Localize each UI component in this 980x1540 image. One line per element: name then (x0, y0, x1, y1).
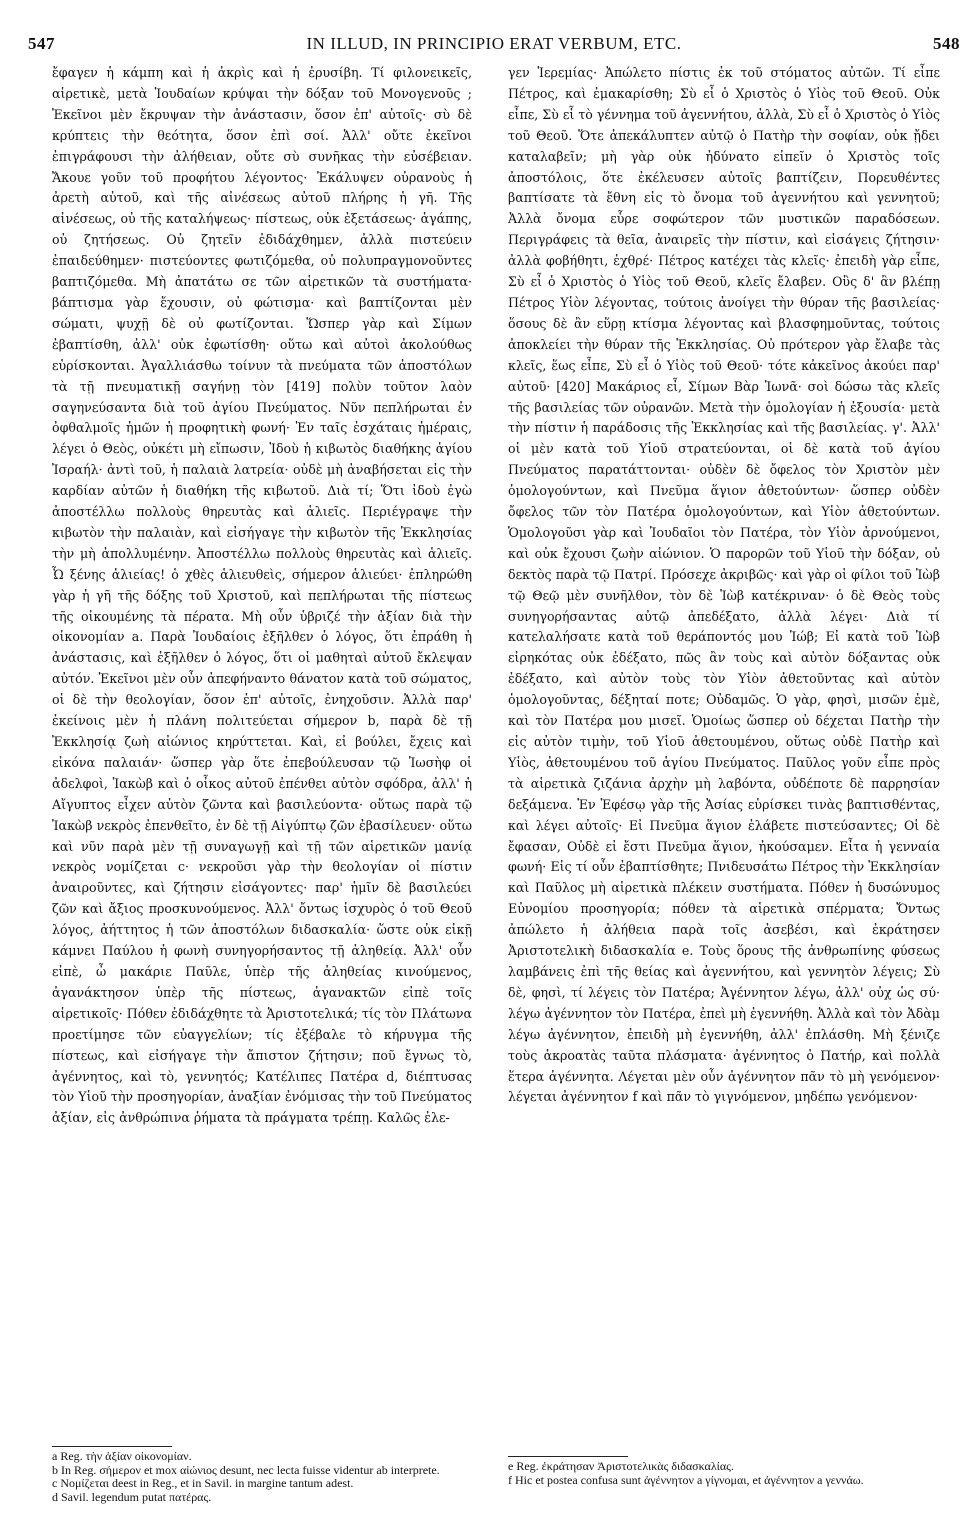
footnote-a: a Reg. τὴν ἀξίαν οἰκονομίαν. (52, 1449, 192, 1463)
running-header (28, 34, 960, 56)
page-number-right: 548 (933, 34, 960, 53)
right-column (508, 63, 940, 1108)
footnote-c: c Νομίζεται deest in Reg., et in Savil. in margine tantum adest. (52, 1476, 354, 1491)
footnote-f: f Hic et postea confusa sunt ἀγέννητον a γίγνομαι, et ἀγέννητον a γεννάω. (508, 1472, 864, 1487)
footnote-rule-left (52, 1446, 172, 1447)
footnotes-right (508, 1460, 940, 1487)
footnotes-left (52, 1450, 472, 1504)
left-column-text: ἔφαγεν ἡ κάμπη καὶ ἡ ἀκρὶς καὶ ἡ ἐρυσίβη. Τί φιλονεικεῖς, αἱρετικὲ, μετὰ Ἰουδαίων κρύψαι τὴν δόξαν τοῦ Μονογενοῦς ; Ἐκεῖνοι μὲν ἔκρυψαν τὴν ἀνάστασιν, ὅσον ἐπ' αὐτοῖς· σὺ δὲ κρύπτεις τὴν θεότητα, ὅσον ἐπὶ σοί. Ἀλλ' οὔτε ἐκεῖνοι ἐπιγράφουσι τὴν ἀλήθειαν, οὔτε σὺ συνῆκας τὴν εὐσέβειαν. Ἄκουε γοῦν τοῦ προφήτου λέγοντος· Ἐκάλυψεν οὐρανοὺς ἡ ἀρετὴ αὐτοῦ, καὶ τῆς αἰνέσεως αὐτοῦ πλήρης ἡ γῆ. Τῆς αἰνέσεως, οὐ τῆς καταλήψεως· πίστεως, οὐκ ἐξετάσεως· ἀγάπης, οὐ ζητήσεως. Οὐ ζητεῖν ἐδιδάχθημεν, ἀλλὰ πιστεύειν ἐπαιδεύθημεν· πιστεύοντες φωτιζόμεθα, οὐ πολυπραγμονοῦντες βαπτιζόμεθα. Μὴ ἀπατάτω σε τῶν αἱρετικῶν τὰ συστήματα· βάπτισμα γὰρ ἔχουσιν, οὐ φώτισμα· καὶ βαπτίζονται μὲν σώματι, ψυχῇ δὲ οὐ φωτίζονται. Ὥσπερ γὰρ καὶ Σίμων ἐβαπτίσθη, ἀλλ' οὐκ ἐφωτίσθη· οὕτω καὶ αὐτοὶ ἀκολούθως εὑρίσκονται. Ἀγαλλιάσθω τοίνυν τὰ πνεύματα τῶν ἀποστόλων τὰ τῇ πνευματικῇ σαγήνῃ τὸν [419] πολὺν τοῦτον λαὸν σαγηνεύσαντα διὰ τοῦ ἁγίου Πνεύματος. Νῦν πεπλήρωται ἐν ὀφθαλμοῖς ἡμῶν ἡ προφητικὴ φωνή· Ἐν ταῖς ἐσχάταις ἡμέραις, λέγει ὁ Θεὸς, οὐκέτι μὴ εἴπωσιν, Ἰδοὺ ἡ κιβωτὸς διαθήκης ἁγίου Ἰσραήλ· ἀντὶ τοῦ, ἡ παλαιὰ λατρεία· οὐδὲ μὴ ἀναβήσεται εἰς τὴν καρδίαν αὐτῶν ἡ διαθήκη τῆς κιβωτοῦ. Διὰ τί; Ὅτι ἰδοὺ ἐγὼ ἀποστέλλω πολλοὺς θηρευτὰς καὶ ἁλιεῖς. Περιέγραψε τὴν κιβωτὸν τὴν παλαιὰν, καὶ εἰσήγαγε τὴν κιβωτὸν τῆς Ἐκκλησίας τὴν μὴ ἀπολλυμένην. Ἀποστέλλω πολλοὺς θηρευτὰς καὶ ἁλιεῖς. Ὦ ξένης ἁλιείας! ὁ χθὲς ἁλιευθεὶς, σήμερον ἁλιεύει· ἐπληρώθη γὰρ ἡ γῆ τῆς δόξης τοῦ Χριστοῦ, καὶ πεπλήρωται τῆς πίστεως τῆς οἰκουμένης τὰ πέρατα. Μὴ οὖν ὑβριζέ τὴν ἀξίαν διὰ τὴν οἰκονομίαν a. Παρὰ Ἰουδαίοις ἐξῆλθεν ὁ λόγος, ὅτι ἐπράθη ἡ ἀνάστασις, καὶ ἐξῆλθεν ὁ λόγος, ὅτι οἱ μαθηταὶ αὐτοῦ ἔκλεψαν αὐτόν. Ἐκεῖνοι μὲν οὖν ἀπεφήναντο θάνατον κατὰ τοῦ σώματος, οἱ δὲ τὴν θεολογίαν, ὅσον ἐπ' αὐτοῖς, ἐνηχοῦσιν. Ἀλλὰ παρ' ἐκείνοις μὲν ἡ πλάνη πολιτεύεται σήμερον b, παρὰ δὲ τῇ Ἐκκλησίᾳ ζωὴ αἰώνιος κηρύττεται. Καὶ, εἰ βούλει, ἔχεις καὶ εἰκόνα παλαιάν· ὥσπερ γὰρ ὅτε ἐπεβούλευσαν τῷ Ἰωσὴφ οἱ ἀδελφοὶ, Ἰακὼβ καὶ ὁ οἶκος αὐτοῦ ἐπένθει αὐτὸν σφόδρα, ἀλλ' ἡ Αἴγυπτος εἶχεν αὐτὸν ζῶντα καὶ βασιλεύοντα· οὕτως παρὰ τῷ Ἰακὼβ νεκρὸς ἐπενθεῖτο, ἐν δὲ τῇ Αἰγύπτῳ ζῶν ἐβασίλευεν· οὕτω καὶ νῦν παρὰ μὲν τῇ συναγωγῇ καὶ τῇ τῶν αἱρετικῶν μανίᾳ νεκρὸς νομίζεται c· νεκροῦσι γὰρ τὴν θεολογίαν οἱ πίστιν ἀναιροῦντες, καὶ ζήτησιν εἰσάγοντες· παρ' ἡμῖν δὲ βασιλεύει ζῶν καὶ ἄξιος προσκυνούμενος. Ἀλλ' ὄντως ἰσχυρὸς ὁ τοῦ Θεοῦ λόγος, ἀήττητος ἡ τῶν ἀποστόλων διδασκαλία· ὥστε οὐκ εἰκῇ κάμνει Παύλου ἡ φωνὴ συνηγορήσαντος τῇ ἀληθείᾳ. Ἀλλ' οὖν εἰπὲ, ὦ μακάριε Παῦλε, ὑπὲρ τῆς ἀληθείας κινούμενος, ἀγανάκτησον ὑπὲρ τῆς πίστεως, ἀγανακτῶν εἰπὲ τοῖς αἱρετικοῖς· Πόθεν ἐδιδάχθητε τὰ Ἀριστοτελικά; τίς τὸν Πλάτωνα προετίμησε τῶν εὐαγγελίων; τίς ἐξέβαλε τὸ κήρυγμα τῆς πίστεως, καὶ εἰσήγαγε τὴν ἄπιστον ζήτησιν; ποῦ ἔγνως τὸ, ἀγέννητος, καὶ τὸ, γεννητός; Κατέλιπες Πατέρα d, διέπτυσας τὸν Υἱοῦ τὴν προσηγορίαν, ἀναξίαν ἐνόμισας τὴν τοῦ Πνεύματος ἀξίαν, εἰς ἀνθρώπινα ῥήματα τὰ πράγματα τρέπῃ. Καλῶς ἐλε- (52, 65, 472, 1126)
footnote-rule-right (508, 1456, 628, 1457)
footnote-e: e Reg. ἐκράτησαν Ἀριστοτελικὰς διδασκαλίας. (508, 1459, 734, 1473)
left-column (52, 63, 472, 1129)
right-column-text: γεν Ἱερεμίας· Ἀπώλετο πίστις ἐκ τοῦ στόματος αὐτῶν. Τί εἶπε Πέτρος, καὶ ἐμακαρίσθη; Σὺ εἶ ὁ Χριστὸς ὁ Υἱὸς τοῦ Θεοῦ. Οὐκ εἶπε, Σὺ εἶ τὸ γέννημα τοῦ ἀγεννήτου, ἀλλὰ, Σὺ εἶ ὁ Χριστὸς ὁ Υἱὸς τοῦ Θεοῦ. Ὅτε ἀπεκάλυπτεν αὐτῷ ὁ Πατὴρ τὴν σοφίαν, οὐκ ᾔδει καταλαβεῖν; μὴ γὰρ οὐκ ἠδύνατο εἰπεῖν ὁ Χριστὸς τοῖς ἀποστόλοις, ὅτε ἐκέλευσεν αὐτοῖς βαπτίζειν, Πορευθέντες βαπτίσατε τὰ ἔθνη εἰς τὸ ὄνομα τοῦ ἀγεννήτου καὶ γεννητοῦ; Ἀλλὰ ὄνομα εὗρε σοφώτερον τῶν μυστικῶν παραδόσεων. Περιγράφεις τὰ θεῖα, ἀναιρεῖς τὴν πίστιν, καὶ εἰσάγεις ζήτησιν· ἀλλὰ φοβήθητι, ἐχθρέ· Πέτρος κατέχει τὰς κλεῖς· ἐπειδὴ γὰρ εἶπε, Σὺ εἶ ὁ Χριστὸς ὁ Υἱὸς τοῦ Θεοῦ, κλεῖς ἔλαβεν. Οὓς δ' ἂν βλέπῃ Πέτρος Υἱὸν λέγοντας, τούτοις ἀνοίγει τὴν θύραν τῆς βασιλείας· ὅσους δὲ ἂν εὕρῃ κτίσμα λέγοντας καὶ βλασφημοῦντας, τούτοις ἀποκλείει τὴν θύραν τῆς Ἐκκλησίας. Οὐ πρότερον γὰρ ἔλαβε τὰς κλεῖς, ἕως εἶπε, Σὺ εἶ ὁ Υἱὸς τοῦ Θεοῦ· τότε κἀκεῖνος ἀκούει παρ' αὐτοῦ· [420] Μακάριος εἶ, Σίμων Βὰρ Ἰωνᾶ· σοὶ δώσω τὰς κλεῖς τῆς βασιλείας τῶν οὐρανῶν. Μετὰ τὴν ὁμολογίαν ἡ ἐξουσία· μετὰ τὴν πίστιν ἡ παράδοσις τῆς Ἐκκλησίας καὶ τῆς βασιλείας. γ'. Ἀλλ' οἱ μὲν κατὰ τοῦ Υἱοῦ στρατεύονται, οἱ δὲ κατὰ τοῦ ἁγίου Πνεύματος παρατάττονται· οὐδὲν δὲ ὄφελος τὸν Χριστὸν μὲν ὁμολογούντων, καὶ Πνεῦμα ἅγιον ἀθετούντων· ὥσπερ οὐδὲν ὄφελος τῶν τὸν Πατέρα ὁμολογούντων, καὶ Υἱὸν ἀθετούντων. Ὁμολογοῦσι γὰρ καὶ Ἰουδαῖοι τὸν Πατέρα, τὸν Υἱὸν ἀρνούμενοι, καὶ οὐκ ἔχουσι ζωὴν αἰώνιον. Ὁ παρορῶν τοῦ Υἱοῦ τὴν δόξαν, οὐ δεκτὸς παρὰ τῷ Πατρί. Πρόσεχε ἀκριβῶς· καὶ γὰρ οἱ φίλοι τοῦ Ἰὼβ τῷ Θεῷ μὲν συνῆλθον, τὸν δὲ Ἰὼβ κατέκριναν· ὁ δὲ Θεὸς τοὺς συνηγορήσαντας αὐτῷ ἀπεδέξατο, ἀλλὰ λέγει· Διὰ τί κατελαλήσατε κατὰ τοῦ θεράποντός μου Ἰώβ; Εἰ κατὰ τοῦ Ἰὼβ εἰρηκότας οὐκ ἐδέξατο, πῶς ἂν τοὺς καὶ αὐτὸν δόξαντας οὐκ ἐδέξατο, καὶ αὐτὸν τοὺς τὸν Υἱὸν ἀθετοῦντας καὶ αὐτὸν ὁμολογοῦντας, δέξηταί ποτε; Οὐδαμῶς. Ὁ γὰρ, φησὶ, μισῶν ἐμὲ, καὶ τὸν Πατέρα μου μισεῖ. Ὁμοίως ὥσπερ οὐ δέχεται Πατὴρ τὴν εἰς αὐτὸν τιμὴν, τοῦ Υἱοῦ ἀθετουμένου, οὕτως οὐδὲ Πατὴρ καὶ Υἱὸς, ἀθετουμένου τοῦ ἁγίου Πνεύματος. Παῦλος γοῦν εἶπε πρὸς τὰ αἱρετικὰ ζιζάνια ἀρχὴν μὴ λαβόντα, οὐδέποτε δὲ παρρησίαν δεξάμενα. Ἐν Ἐφέσῳ γὰρ τῆς Ἀσίας εὑρίσκει τινὰς βαπτισθέντας, καὶ λέγει αὐτοῖς· Εἰ Πνεῦμα ἅγιον ἐλάβετε πιστεύσαντες; Οἱ δὲ ἔφασαν, Οὐδὲ εἰ ἔστι Πνεῦμα ἅγιον, ἠκούσαμεν. Εἶτα ἡ γενναία φωνή· Εἰς τί οὖν ἐβαπτίσθητε; Πνιδευσάτω Πέτρος τὴν Ἐκκλησίαν καὶ Παῦλος μὴ αἱρετικὰ πλέκειν συστήματα. Πόθεν ἡ δυσώνυμος Εὐνομίου προσηγορία; πόθεν τὰ αἱρετικὰ σπέρματα; Ὄντως ἀπώλετο ἡ ἀλήθεια παρὰ τοῖς ἀσεβέσι, καὶ ἐκράτησεν Ἀριστοτελικὴ διδασκαλία e. Τοὺς ὅρους τῆς ἀνθρωπίνης φύσεως λαμβάνεις ἐπὶ τῆς θείας καὶ ἀγεννήτου, καὶ γεννητὸν λέγεις; Σὺ δὲ, φησὶ, τί λέγεις τὸν Πατέρα; Ἀγέννητον λέγω, ἀλλ' οὐχ ὡς σύ· λέγω ἀγέννητον τὸν Πατέρα, ἐπεὶ μὴ ἐγεννήθη. Ἀλλὰ καὶ τὸν Ἀδὰμ λέγω ἀγέννητον, ἐπειδὴ μὴ ἐγεννήθη, ἀλλ' ἐπλάσθη. Μὴ ξένιζε τοὺς ἀκροατὰς ταῦτα πλάσματα· ἀγέννητος ὁ Πατήρ, καὶ πολλὰ ἕτερα ἀγέννητα. Λέγεται μὲν οὖν ἀγέννητον πᾶν τὸ μὴ γενόμενον· λέγεται ἀγέννητον f καὶ πᾶν τὸ γιγνόμενον, μηδέπω γενόμενον· (508, 65, 940, 1105)
footnote-b: b In Reg. σήμερον et mox αἰώνιος desunt, nec lecta fuisse videntur ab interprete. (52, 1462, 440, 1477)
page-number-left: 547 (28, 34, 55, 53)
footnote-d: d Savil. legendum putat πατέρας. (52, 1489, 212, 1504)
running-title: IN ILLUD, IN PRINCIPIO ERAT VERBUM, ETC. (306, 34, 682, 53)
